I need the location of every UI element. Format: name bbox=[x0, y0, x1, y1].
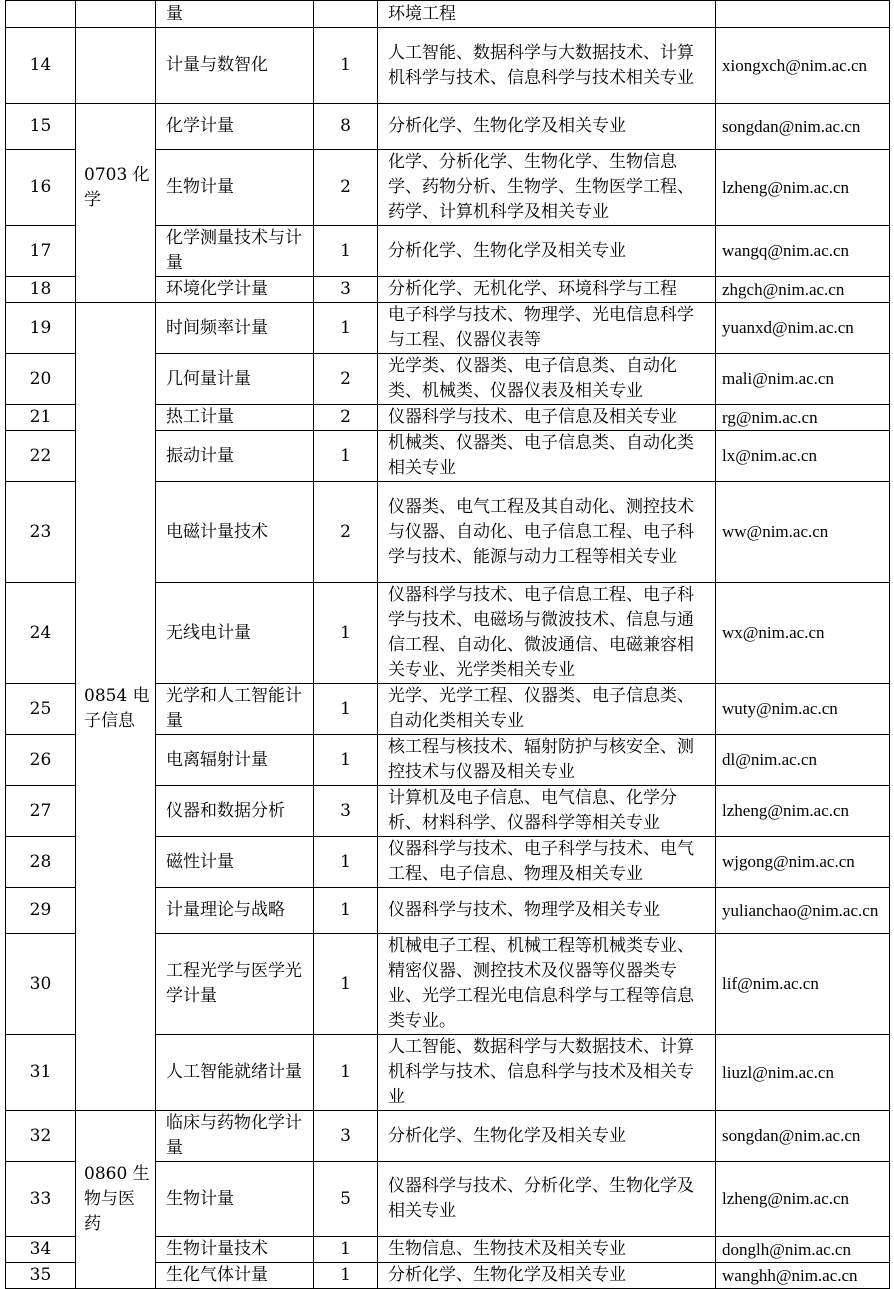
subject-name: 光学和人工智能计量 bbox=[156, 684, 314, 735]
contact-email: wanghh@nim.ac.cn bbox=[716, 1263, 890, 1289]
row-number: 25 bbox=[6, 684, 76, 735]
discipline-cell bbox=[76, 104, 156, 150]
enrollment-count: 1 bbox=[314, 583, 378, 684]
discipline-cell bbox=[76, 482, 156, 583]
discipline-cell bbox=[76, 277, 156, 303]
contact-email: lx@nim.ac.cn bbox=[716, 431, 890, 482]
enrollment-count: 2 bbox=[314, 482, 378, 583]
subject-name: 化学计量 bbox=[156, 104, 314, 150]
table-row bbox=[6, 277, 890, 303]
contact-email: xiongxch@nim.ac.cn bbox=[716, 28, 890, 104]
discipline-cell bbox=[76, 934, 156, 1035]
related-majors: 核工程与核技术、辐射防护与核安全、测控技术与仪器及相关专业 bbox=[378, 735, 716, 786]
subject-name: 生化气体计量 bbox=[156, 1263, 314, 1289]
enrollment-count: 1 bbox=[314, 934, 378, 1035]
subject-name: 无线电计量 bbox=[156, 583, 314, 684]
related-majors: 仪器科学与技术、电子科学与技术、电气工程、电子信息、物理及相关专业 bbox=[378, 837, 716, 888]
related-majors: 光学类、仪器类、电子信息类、自动化类、机械类、仪器仪表及相关专业 bbox=[378, 354, 716, 405]
row-number: 31 bbox=[6, 1035, 76, 1111]
related-majors: 分析化学、生物化学及相关专业 bbox=[378, 1111, 716, 1162]
related-majors: 电子科学与技术、物理学、光电信息科学与工程、仪器仪表等 bbox=[378, 303, 716, 354]
row-number: 24 bbox=[6, 583, 76, 684]
row-number: 22 bbox=[6, 431, 76, 482]
table-row bbox=[6, 354, 890, 405]
enrollment-count: 1 bbox=[314, 28, 378, 104]
table-row bbox=[6, 735, 890, 786]
related-majors: 环境工程 bbox=[378, 1, 716, 28]
table-row bbox=[6, 104, 890, 150]
table-row bbox=[6, 303, 890, 354]
contact-email: liuzl@nim.ac.cn bbox=[716, 1035, 890, 1111]
row-number: 26 bbox=[6, 735, 76, 786]
row-number bbox=[6, 1, 76, 28]
enrollment-count: 1 bbox=[314, 303, 378, 354]
table-row bbox=[6, 1, 890, 28]
related-majors: 仪器科学与技术、电子信息工程、电子科学与技术、电磁场与微波技术、信息与通信工程、自动化、微波通信、电磁兼容相关专业、光学类相关专业 bbox=[378, 583, 716, 684]
enrollment-count: 3 bbox=[314, 277, 378, 303]
discipline-cell bbox=[76, 1035, 156, 1111]
table-row bbox=[6, 1162, 890, 1237]
table-row bbox=[6, 583, 890, 684]
subject-name: 计量与数智化 bbox=[156, 28, 314, 104]
table-row bbox=[6, 1111, 890, 1162]
enrollment-count: 3 bbox=[314, 1111, 378, 1162]
table-row bbox=[6, 405, 890, 431]
discipline-cell-empty bbox=[76, 1, 156, 28]
contact-email: wangq@nim.ac.cn bbox=[716, 226, 890, 277]
discipline-cell bbox=[76, 431, 156, 482]
contact-email bbox=[716, 1, 890, 28]
enrollment-count: 1 bbox=[314, 1263, 378, 1289]
row-number: 29 bbox=[6, 888, 76, 934]
subject-name: 化学测量技术与计量 bbox=[156, 226, 314, 277]
subject-name: 磁性计量 bbox=[156, 837, 314, 888]
subject-name: 热工计量 bbox=[156, 405, 314, 431]
related-majors: 分析化学、生物化学及相关专业 bbox=[378, 1263, 716, 1289]
related-majors: 化学、分析化学、生物化学、生物信息学、药物分析、生物学、生物医学工程、药学、计算机科学及相关专业 bbox=[378, 150, 716, 226]
contact-email: lzheng@nim.ac.cn bbox=[716, 150, 890, 226]
discipline-cell-empty bbox=[76, 28, 156, 104]
contact-email: ww@nim.ac.cn bbox=[716, 482, 890, 583]
related-majors: 生物信息、生物技术及相关专业 bbox=[378, 1237, 716, 1263]
contact-email: dl@nim.ac.cn bbox=[716, 735, 890, 786]
enrollment-count: 2 bbox=[314, 354, 378, 405]
related-majors: 仪器类、电气工程及其自动化、测控技术与仪器、自动化、电子信息工程、电子科学与技术、能源与动力工程等相关专业 bbox=[378, 482, 716, 583]
discipline-cell bbox=[76, 786, 156, 837]
row-number: 15 bbox=[6, 104, 76, 150]
table-row bbox=[6, 482, 890, 583]
subject-name: 振动计量 bbox=[156, 431, 314, 482]
enrollment-count: 1 bbox=[314, 684, 378, 735]
related-majors: 光学、光学工程、仪器类、电子信息类、自动化类相关专业 bbox=[378, 684, 716, 735]
enrollment-count: 3 bbox=[314, 786, 378, 837]
subject-name: 生物计量 bbox=[156, 1162, 314, 1237]
discipline-cell bbox=[76, 583, 156, 684]
enrollment-count: 1 bbox=[314, 226, 378, 277]
discipline-label: 0703 化学 bbox=[76, 150, 156, 226]
table-row bbox=[6, 837, 890, 888]
subject-name: 工程光学与医学光学计量 bbox=[156, 934, 314, 1035]
row-number: 23 bbox=[6, 482, 76, 583]
contact-email: rg@nim.ac.cn bbox=[716, 405, 890, 431]
subject-name: 计量理论与战略 bbox=[156, 888, 314, 934]
enrollment-count bbox=[314, 1, 378, 28]
discipline-cell bbox=[76, 1263, 156, 1289]
subject-name: 生物计量技术 bbox=[156, 1237, 314, 1263]
contact-email: wuty@nim.ac.cn bbox=[716, 684, 890, 735]
enrollment-count: 1 bbox=[314, 1237, 378, 1263]
related-majors: 仪器科学与技术、物理学及相关专业 bbox=[378, 888, 716, 934]
subject-name: 几何量计量 bbox=[156, 354, 314, 405]
discipline-cell bbox=[76, 888, 156, 934]
contact-email: wx@nim.ac.cn bbox=[716, 583, 890, 684]
table-row bbox=[6, 1263, 890, 1289]
table-row bbox=[6, 1237, 890, 1263]
related-majors: 分析化学、生物化学及相关专业 bbox=[378, 104, 716, 150]
enrollment-count: 8 bbox=[314, 104, 378, 150]
enrollment-count: 5 bbox=[314, 1162, 378, 1237]
contact-email: lif@nim.ac.cn bbox=[716, 934, 890, 1035]
table-row bbox=[6, 934, 890, 1035]
subject-name: 电磁计量技术 bbox=[156, 482, 314, 583]
related-majors: 机械电子工程、机械工程等机械类专业、精密仪器、测控技术及仪器等仪器类专业、光学工程光电信息科学与工程等信息类专业。 bbox=[378, 934, 716, 1035]
contact-email: mali@nim.ac.cn bbox=[716, 354, 890, 405]
row-number: 17 bbox=[6, 226, 76, 277]
table-row bbox=[6, 684, 890, 735]
contact-email: donglh@nim.ac.cn bbox=[716, 1237, 890, 1263]
subject-name: 量 bbox=[156, 1, 314, 28]
related-majors: 仪器科学与技术、分析化学、生物化学及相关专业 bbox=[378, 1162, 716, 1237]
enrollment-count: 1 bbox=[314, 888, 378, 934]
row-number: 34 bbox=[6, 1237, 76, 1263]
subject-name: 环境化学计量 bbox=[156, 277, 314, 303]
related-majors: 计算机及电子信息、电气信息、化学分析、材料科学、仪器科学等相关专业 bbox=[378, 786, 716, 837]
discipline-label: 0860 生物与医药 bbox=[76, 1162, 156, 1237]
table-row bbox=[6, 431, 890, 482]
table-row bbox=[6, 150, 890, 226]
enrollment-count: 1 bbox=[314, 837, 378, 888]
related-majors: 分析化学、无机化学、环境科学与工程 bbox=[378, 277, 716, 303]
subject-name: 生物计量 bbox=[156, 150, 314, 226]
discipline-label: 0854 电子信息 bbox=[76, 684, 156, 735]
row-number: 32 bbox=[6, 1111, 76, 1162]
contact-email: yulianchao@nim.ac.cn bbox=[716, 888, 890, 934]
row-number: 21 bbox=[6, 405, 76, 431]
contact-email: yuanxd@nim.ac.cn bbox=[716, 303, 890, 354]
related-majors: 人工智能、数据科学与大数据技术、计算机科学与技术、信息科学与技术相关专业 bbox=[378, 28, 716, 104]
discipline-cell bbox=[76, 1237, 156, 1263]
row-number: 33 bbox=[6, 1162, 76, 1237]
discipline-cell bbox=[76, 1111, 156, 1162]
table-row bbox=[6, 226, 890, 277]
table-row bbox=[6, 786, 890, 837]
contact-email: songdan@nim.ac.cn bbox=[716, 1111, 890, 1162]
related-majors: 人工智能、数据科学与大数据技术、计算机科学与技术、信息科学与技术及相关专业 bbox=[378, 1035, 716, 1111]
related-majors: 机械类、仪器类、电子信息类、自动化类相关专业 bbox=[378, 431, 716, 482]
subject-name: 电离辐射计量 bbox=[156, 735, 314, 786]
discipline-cell bbox=[76, 354, 156, 405]
table-row bbox=[6, 1035, 890, 1111]
enrollment-count: 2 bbox=[314, 150, 378, 226]
contact-email: wjgong@nim.ac.cn bbox=[716, 837, 890, 888]
enrollment-count: 2 bbox=[314, 405, 378, 431]
row-number: 14 bbox=[6, 28, 76, 104]
discipline-cell bbox=[76, 837, 156, 888]
discipline-cell bbox=[76, 303, 156, 354]
row-number: 18 bbox=[6, 277, 76, 303]
enrollment-count: 1 bbox=[314, 735, 378, 786]
contact-email: songdan@nim.ac.cn bbox=[716, 104, 890, 150]
related-majors: 仪器科学与技术、电子信息及相关专业 bbox=[378, 405, 716, 431]
contact-email: lzheng@nim.ac.cn bbox=[716, 786, 890, 837]
row-number: 27 bbox=[6, 786, 76, 837]
table-row bbox=[6, 28, 890, 104]
row-number: 30 bbox=[6, 934, 76, 1035]
enrollment-count: 1 bbox=[314, 431, 378, 482]
discipline-cell bbox=[76, 735, 156, 786]
table-row bbox=[6, 888, 890, 934]
row-number: 20 bbox=[6, 354, 76, 405]
recruitment-table bbox=[5, 0, 890, 1289]
discipline-cell bbox=[76, 226, 156, 277]
subject-name: 临床与药物化学计量 bbox=[156, 1111, 314, 1162]
subject-name: 时间频率计量 bbox=[156, 303, 314, 354]
enrollment-count: 1 bbox=[314, 1035, 378, 1111]
contact-email: zhgch@nim.ac.cn bbox=[716, 277, 890, 303]
related-majors: 分析化学、生物化学及相关专业 bbox=[378, 226, 716, 277]
row-number: 16 bbox=[6, 150, 76, 226]
discipline-cell bbox=[76, 405, 156, 431]
row-number: 28 bbox=[6, 837, 76, 888]
row-number: 35 bbox=[6, 1263, 76, 1289]
contact-email: lzheng@nim.ac.cn bbox=[716, 1162, 890, 1237]
subject-name: 人工智能就绪计量 bbox=[156, 1035, 314, 1111]
row-number: 19 bbox=[6, 303, 76, 354]
subject-name: 仪器和数据分析 bbox=[156, 786, 314, 837]
